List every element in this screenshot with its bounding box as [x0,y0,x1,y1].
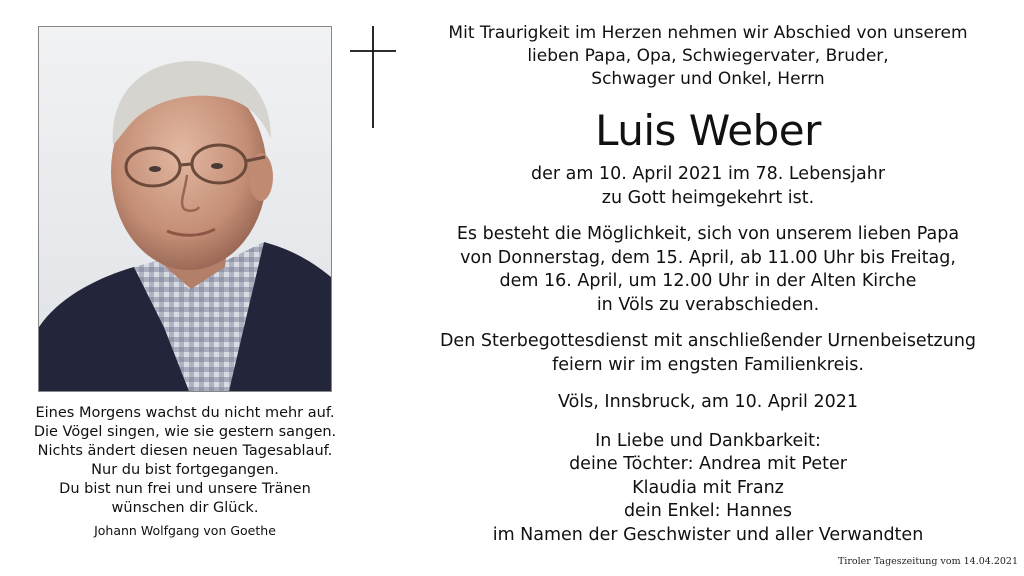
deceased-name: Luis Weber [595,106,821,155]
intro-line: lieben Papa, Opa, Schwiegervater, Bruder, [527,46,889,66]
poem-line: Nichts ändert diesen neuen Tagesablauf. [37,443,333,459]
farewell-notice [402,223,1014,317]
mourners-line: In Liebe und Dankbarkeit: [595,430,821,451]
mourners-list [402,430,1014,548]
intro-line: Schwager und Onkel, Herrn [591,69,825,89]
poem-line: wünschen dir Glück. [111,500,259,516]
farewell-line: in Völs zu verabschieden. [596,294,820,315]
service-line: feiern wir im engsten Familienkreis. [552,354,864,375]
place-date: Völs, Innsbruck, am 10. April 2021 [558,392,858,412]
death-notice [402,163,1014,210]
poem-line: Nur du bist fortgegangen. [91,462,279,478]
cross-icon [348,24,398,130]
mourners-line: deine Töchter: Andrea mit Peter [569,454,847,474]
poem-line: Du bist nun frei und unsere Tränen [59,481,311,497]
portrait-illustration [39,27,331,391]
service-line: Den Sterbegottesdienst mit anschließender Urnenbeisetzung [439,331,977,351]
poem-author: Johann Wolfgang von Goethe [94,523,276,538]
obituary-text [402,22,1014,547]
left-column [0,0,372,576]
poem-line: Die Vögel singen, wie sie gestern sangen. [33,424,337,440]
service-notice [402,330,1014,377]
intro-text [402,22,1014,91]
goethe-poem [8,404,362,539]
death-line: zu Gott heimgekehrt ist. [601,187,815,208]
mourners-line: dein Enkel: Hannes [623,501,793,521]
farewell-line: Es besteht die Möglichkeit, sich von unserem lieben Papa [456,224,960,244]
portrait-photo [38,26,332,392]
newspaper-source: Tiroler Tageszeitung vom 14.04.2021 [837,556,1018,567]
death-line: der am 10. April 2021 im 78. Lebensjahr [530,164,886,184]
intro-line: Mit Traurigkeit im Herzen nehmen wir Abschied von unserem [448,23,968,43]
mourners-line: Klaudia mit Franz [632,477,784,498]
farewell-line: dem 16. April, um 12.00 Uhr in der Alten Kirche [499,271,917,291]
farewell-line: von Donnerstag, dem 15. April, ab 11.00 Uhr bis Freitag, [460,247,956,268]
mourners-line: im Namen der Geschwister und aller Verwandten [492,524,924,545]
poem-line: Eines Morgens wachst du nicht mehr auf. [35,405,335,421]
